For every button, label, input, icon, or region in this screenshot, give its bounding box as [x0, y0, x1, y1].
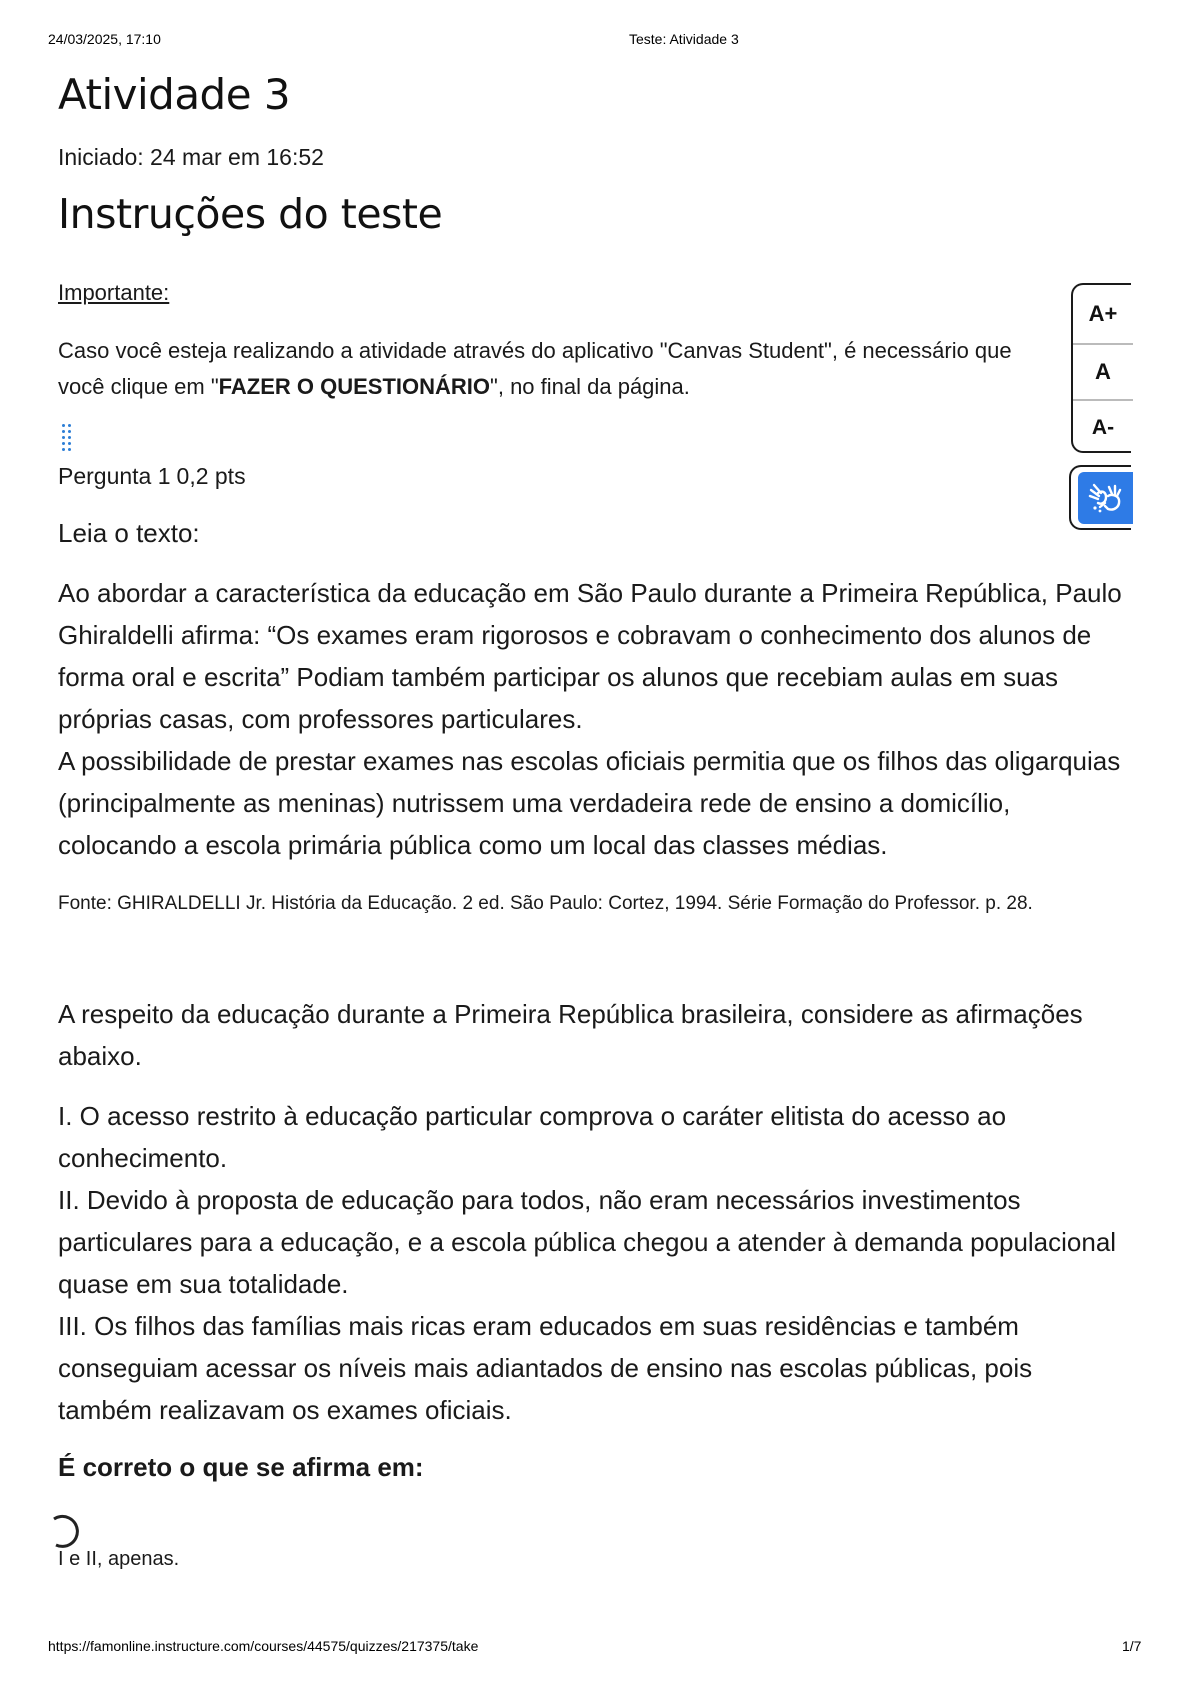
- passage-source: Fonte: GHIRALDELLI Jr. História da Educação. 2 ed. São Paulo: Cortez, 1994. Série Formação do Professor. p. 28.: [58, 893, 1033, 914]
- important-label: Importante:: [58, 280, 170, 305]
- quiz-started-time: Iniciado: 24 mar em 16:52: [58, 144, 324, 170]
- question-ask: É correto o que se afirma em:: [58, 1452, 424, 1482]
- libras-button-face[interactable]: [1078, 472, 1133, 524]
- print-datetime: 24/03/2025, 17:10: [48, 31, 161, 47]
- passage-paragraph-1: Ao abordar a característica da educação em São Paulo durante a Primeira República, Paulo Ghiraldelli afirma: “Os exames eram rigorosos e cobravam o conhecimento dos alunos de forma oral e escrita” Podiam também participar os alunos que recebiam aulas em suas próprias casas, com professores particulares.: [58, 578, 1122, 734]
- question-prompt: A respeito da educação durante a Primeira República brasileira, considere as afirmações abaixo.: [58, 999, 1083, 1071]
- question-lead: Leia o texto:: [58, 518, 200, 548]
- libras-button[interactable]: [1069, 465, 1131, 530]
- drag-handle-icon[interactable]: [62, 424, 72, 452]
- question-header: [58, 463, 246, 490]
- answer-option-label[interactable]: I e II, apenas.: [58, 1548, 180, 1570]
- increase-font-button[interactable]: A+: [1088, 301, 1118, 326]
- quiz-title: Atividade 3: [58, 70, 291, 119]
- question-points: 0,2 pts: [176, 463, 246, 489]
- instructions-line-1: Caso você esteja realizando a atividade através do aplicativo "Canvas Student", é necessário que: [58, 338, 1012, 363]
- print-url: https://famonline.instructure.com/courses/44575/quizzes/217375/take: [48, 1638, 479, 1654]
- statement-2: II. Devido à proposta de educação para todos, não eram necessários investimentos particulares para a educação, e a escola pública chegou a atender à demanda populacional quase em sua totalidade.: [58, 1185, 1117, 1299]
- statement-1: I. O acesso restrito à educação particular comprova o caráter elitista do acesso ao conhecimento.: [58, 1101, 1007, 1173]
- question-label: Pergunta 1: [58, 463, 171, 489]
- passage-paragraph-2: A possibilidade de prestar exames nas escolas oficiais permitia que os filhos das oligarquias (principalmente as meninas) nutrissem uma verdadeira rede de ensino a domicílio, colocando a escola primária pública como um local das classes médias.: [58, 746, 1121, 860]
- print-page-number: 1/7: [1122, 1638, 1142, 1654]
- statement-3: III. Os filhos das famílias mais ricas eram educados em suas residências e também conseguiam acessar os níveis mais adiantados de ensino nas escolas públicas, pois também realizavam os exames oficiais.: [58, 1311, 1033, 1425]
- reset-font-button[interactable]: A: [1073, 343, 1133, 399]
- question-statements: [58, 1095, 1128, 1431]
- print-page-title: Teste: Atividade 3: [629, 31, 739, 47]
- instructions-text: [58, 333, 1073, 405]
- instructions-line-2: você clique em "FAZER O QUESTIONÁRIO", no final da página.: [58, 374, 690, 399]
- sign-language-icon: [1088, 481, 1124, 515]
- decrease-font-button[interactable]: A-: [1073, 399, 1133, 455]
- question-passage: [58, 572, 1128, 866]
- instructions-title: Instruções do teste: [58, 190, 443, 238]
- font-size-panel: [1071, 283, 1131, 453]
